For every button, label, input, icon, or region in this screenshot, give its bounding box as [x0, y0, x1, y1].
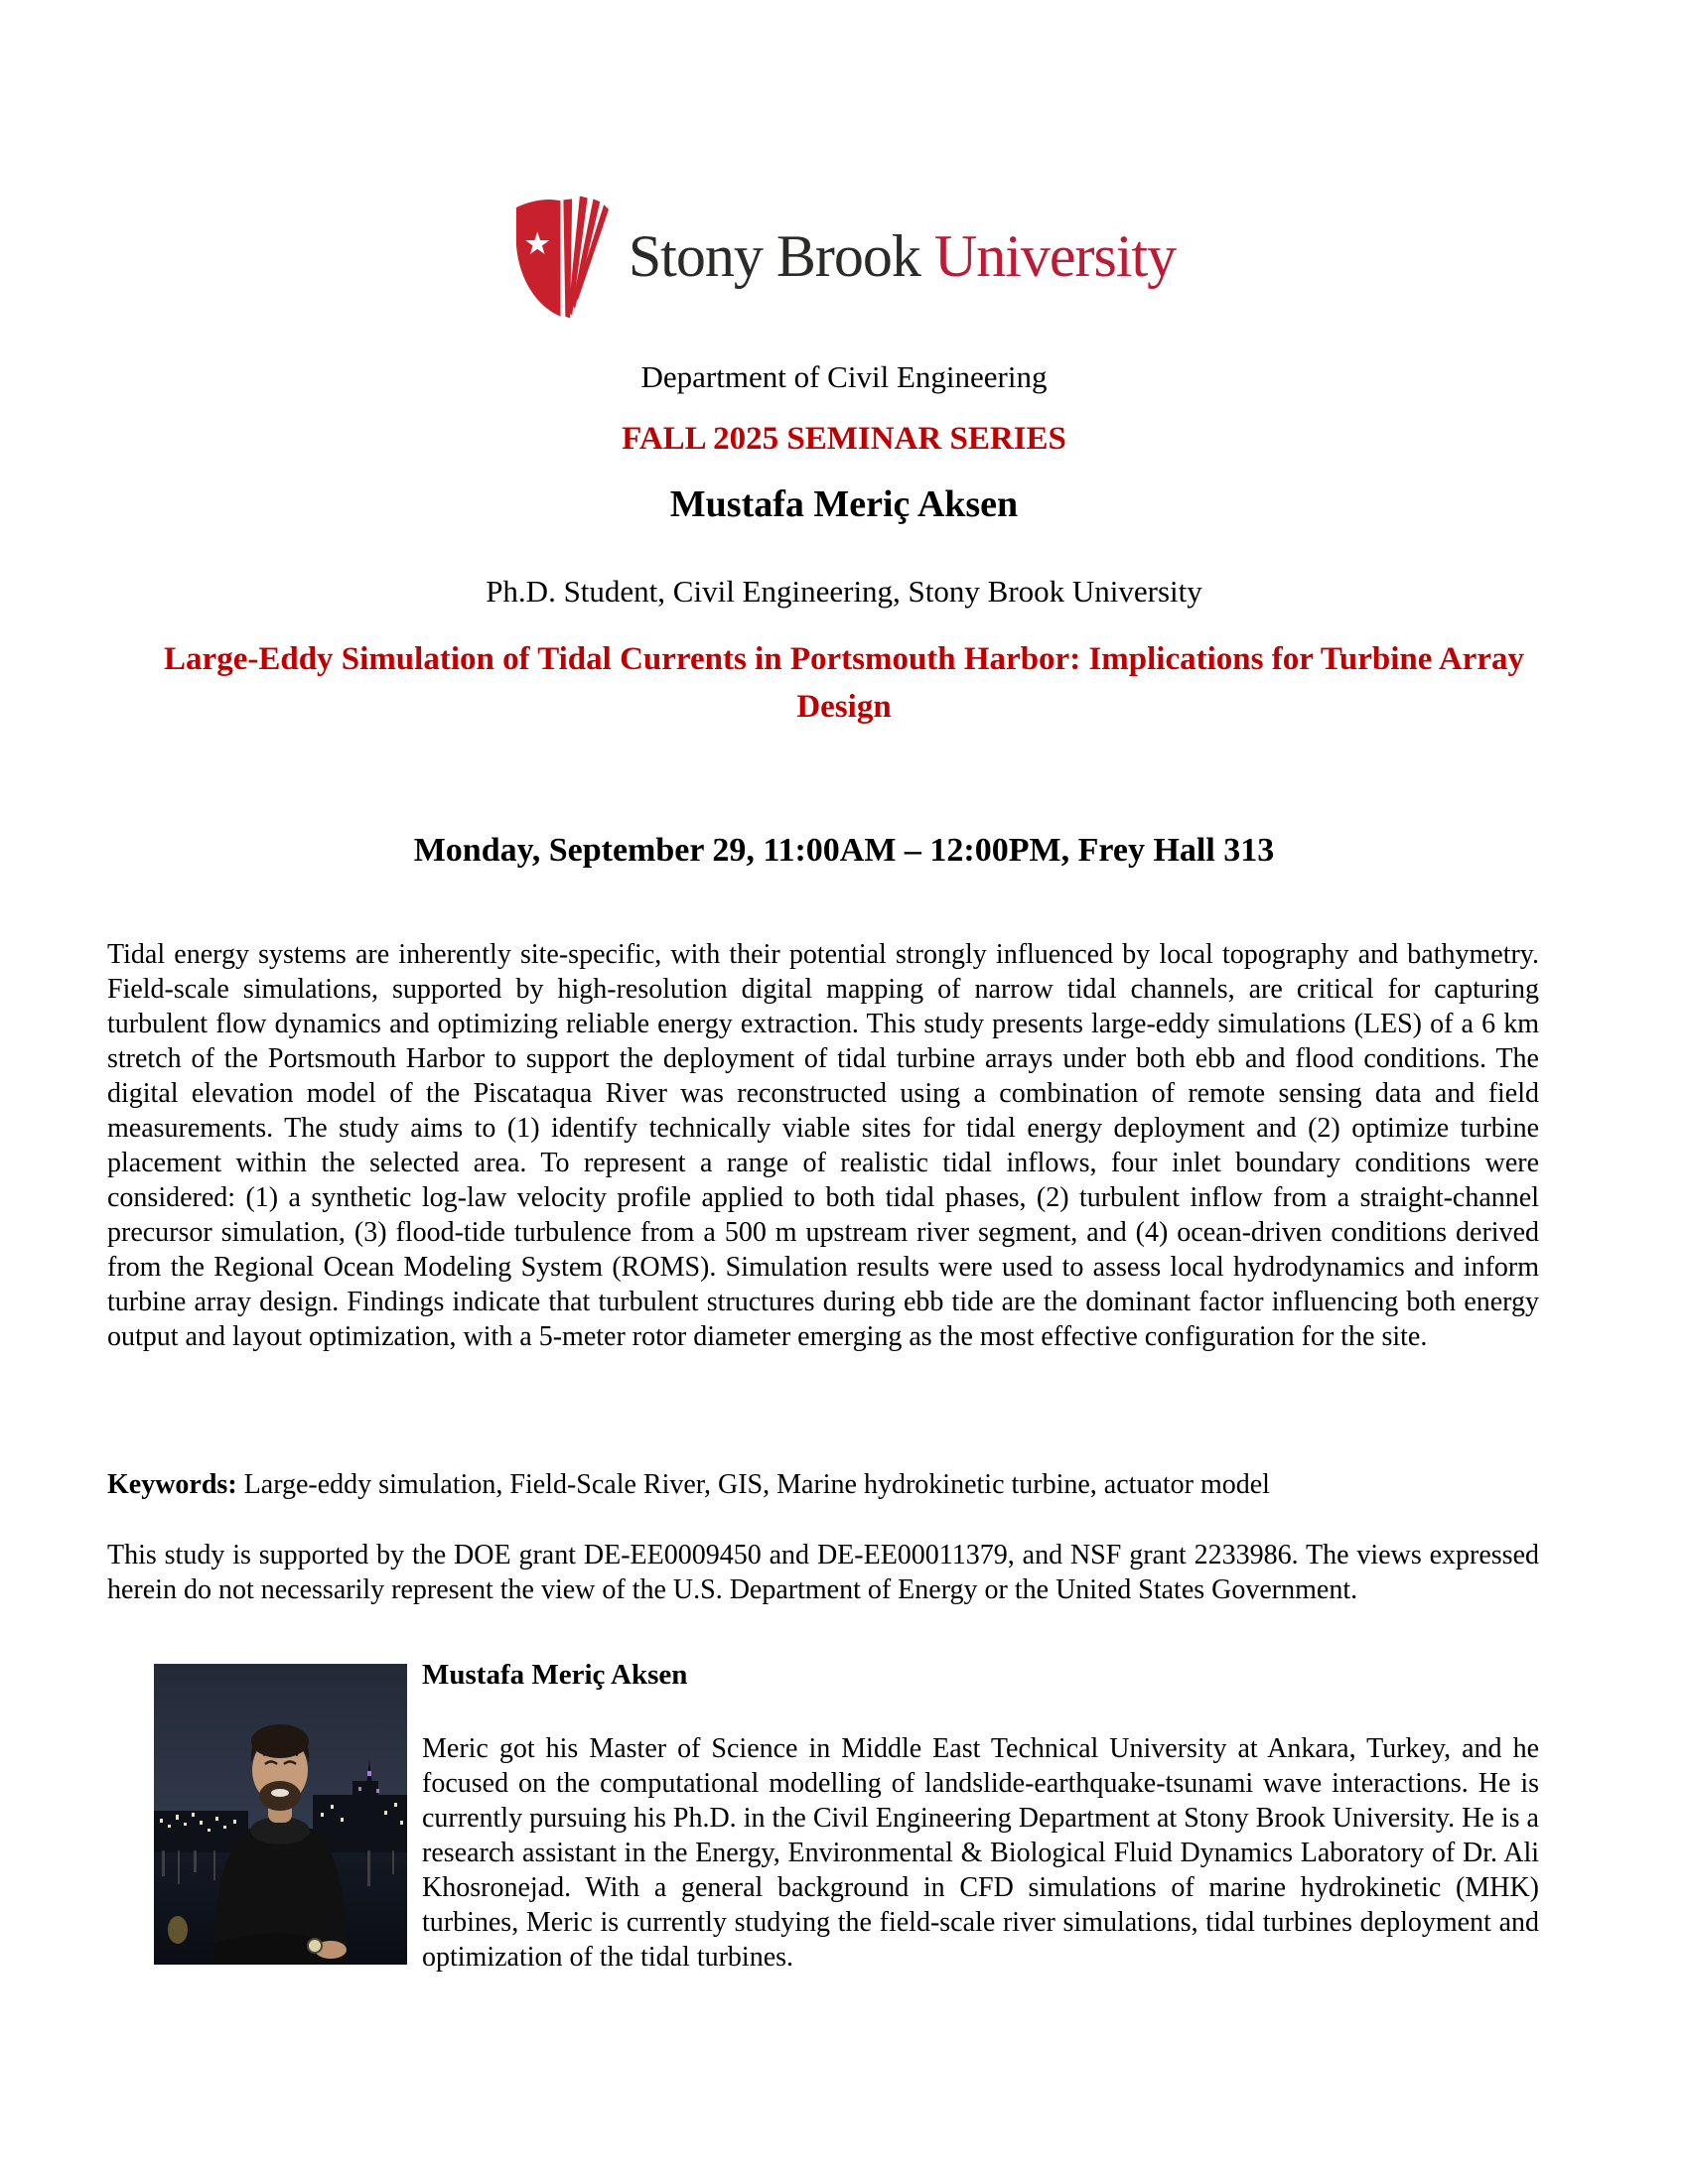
keywords-label: Keywords: [107, 1469, 237, 1500]
department-title: Department of Civil Engineering [640, 359, 1048, 394]
talk-title: Large-Eddy Simulation of Tidal Currents in Portsmouth Harbor: Implications for Turbine Array Design [164, 641, 1524, 725]
speaker-photo [154, 1664, 407, 1965]
logo-wordmark-university: University [933, 222, 1177, 289]
keywords-line [107, 1467, 1539, 1502]
foreground-lamp-glow [168, 1916, 188, 1944]
stony-brook-shield-icon [512, 196, 609, 322]
logo-wordmark [628, 222, 1177, 292]
abstract-paragraph: Tidal energy systems are inherently site-specific, with their potential strongly influenced by local topography and bathymetry. Field-scale simulations, supported by high-resolution digital mapping of narrow tidal channels, are critical for capturing turbulent flow dynamics and optimizing reliable energy extraction. This study presents large-eddy simulations (LES) of a 6 km stretch of the Portsmouth Harbor to support the deployment of tidal turbine arrays under both ebb and flood conditions. The digital elevation model of the Piscataqua River was reconstructed using a combination of remote sensing data and field measurements. The study aims to (1) identify technically viable sites for tidal energy deployment and (2) optimize turbine placement within the selected area. To represent a range of realistic tidal inflows, four inlet boundary conditions were considered: (1) a synthetic log-law velocity profile applied to both tidal phases, (2) turbulent inflow from a straight-channel precursor simulation, (3) flood-tide turbulence from a 500 m upstream river segment, and (4) ocean-driven conditions derived from the Regional Ocean Modeling System (ROMS). Simulation results were used to assess local hydrodynamics and inform turbine array design. Findings indicate that turbulent structures during ebb tide are the dominant factor influencing both energy output and layout optimization, with a 5-meter rotor diameter emerging as the most effective configuration for the site. [107, 939, 1539, 1352]
speaker-affiliation: Ph.D. Student, Civil Engineering, Stony Brook University [486, 574, 1202, 609]
funding-paragraph: This study is supported by the DOE grant DE-EE0009450 and DE-EE00011379, and NSF grant 2233986. The views expressed herein do not necessarily represent the view of the U.S. Department of Energy or the United States Government. [107, 1540, 1539, 1605]
seminar-series-title: FALL 2025 SEMINAR SERIES [622, 421, 1066, 457]
keywords-text: Large-eddy simulation, Field-Scale River, GIS, Marine hydrokinetic turbine, actuator model [236, 1469, 1270, 1500]
university-logo [0, 196, 1688, 322]
bio-paragraph: Meric got his Master of Science in Middle East Technical University at Ankara, Turkey, and he focused on the computational modelling of landslide-earthquake-tsunami wave interactions. He is currently pursuing his Ph.D. in the Civil Engineering Department at Stony Brook University. He is a research assistant in the Energy, Environmental & Biological Fluid Dynamics Laboratory of Dr. Ali Khosronejad. With a general background in CFD simulations of marine hydrokinetic (MHK) turbines, Meric is currently studying the field-scale river simulations, tidal turbines deployment and optimization of the tidal turbines. [422, 1733, 1539, 1973]
event-datetime-location: Monday, September 29, 11:00AM – 12:00PM, Frey Hall 313 [413, 832, 1275, 869]
bio-heading: Mustafa Meriç Aksen [422, 1659, 688, 1691]
speaker-name: Mustafa Meriç Aksen [669, 483, 1019, 525]
logo-wordmark-stony-brook: Stony Brook [628, 222, 920, 289]
